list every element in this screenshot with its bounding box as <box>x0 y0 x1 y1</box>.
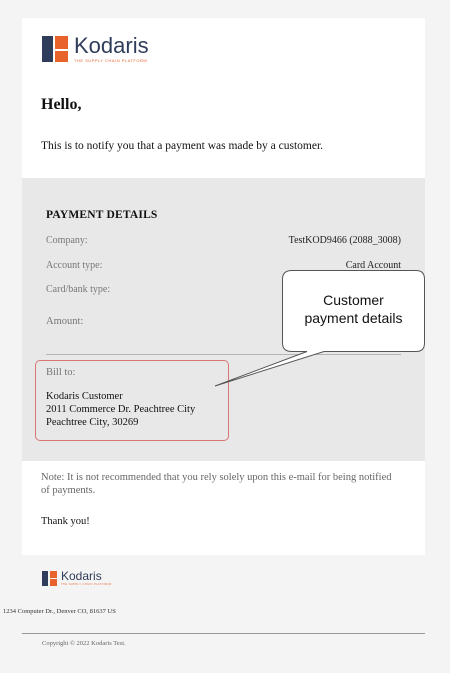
thank-you-text: Thank you! <box>41 516 90 527</box>
greeting: Hello, <box>41 96 82 113</box>
logo-name: Kodaris <box>74 33 149 58</box>
bill-to-city: Peachtree City, 30269 <box>46 417 139 428</box>
footer-divider <box>22 633 425 634</box>
bill-to-name: Kodaris Customer <box>46 391 123 402</box>
callout-text-line2: payment details <box>304 310 403 326</box>
kodaris-logo[interactable] <box>42 35 149 63</box>
kodaris-logo-icon <box>42 36 68 62</box>
closing-card <box>22 461 425 555</box>
footer-address: 1234 Computer Dr., Denver CO, 81637 US <box>3 608 116 615</box>
callout-annotation <box>282 270 425 352</box>
company-value: TestKOD9466 (2088_3008) <box>288 235 401 246</box>
card-bank-type-label: Card/bank type: <box>46 284 111 295</box>
footer-logo-name: Kodaris <box>61 569 102 583</box>
amount-label: Amount: <box>46 316 84 327</box>
account-type-label: Account type: <box>46 260 103 271</box>
callout-text <box>282 291 425 327</box>
footer-kodaris-logo[interactable] <box>42 570 111 586</box>
bill-to-label: Bill to: <box>46 367 76 378</box>
footer-copyright: Copyright © 2022 Kodaris Test. <box>42 640 126 647</box>
payment-note: Note: It is not recommended that you rely solely upon this e-mail for being notified of payments. <box>41 472 392 496</box>
account-type-value: Card Account <box>345 260 401 271</box>
footer-logo-tagline: THE SUPPLY CHAIN PLATFORM <box>61 583 112 586</box>
payment-details-title: PAYMENT DETAILS <box>46 209 158 221</box>
bill-to-address: 2011 Commerce Dr. Peachtree City <box>46 404 196 415</box>
header-card <box>22 18 425 178</box>
logo-tagline: THE SUPPLY CHAIN PLATFORM <box>74 58 148 63</box>
callout-bubble <box>212 270 432 400</box>
notification-message: This is to notify you that a payment was made by a customer. <box>41 140 324 152</box>
company-label: Company: <box>46 235 88 246</box>
callout-text-line1: Customer <box>323 292 384 308</box>
footer-kodaris-logo-icon <box>42 571 57 586</box>
